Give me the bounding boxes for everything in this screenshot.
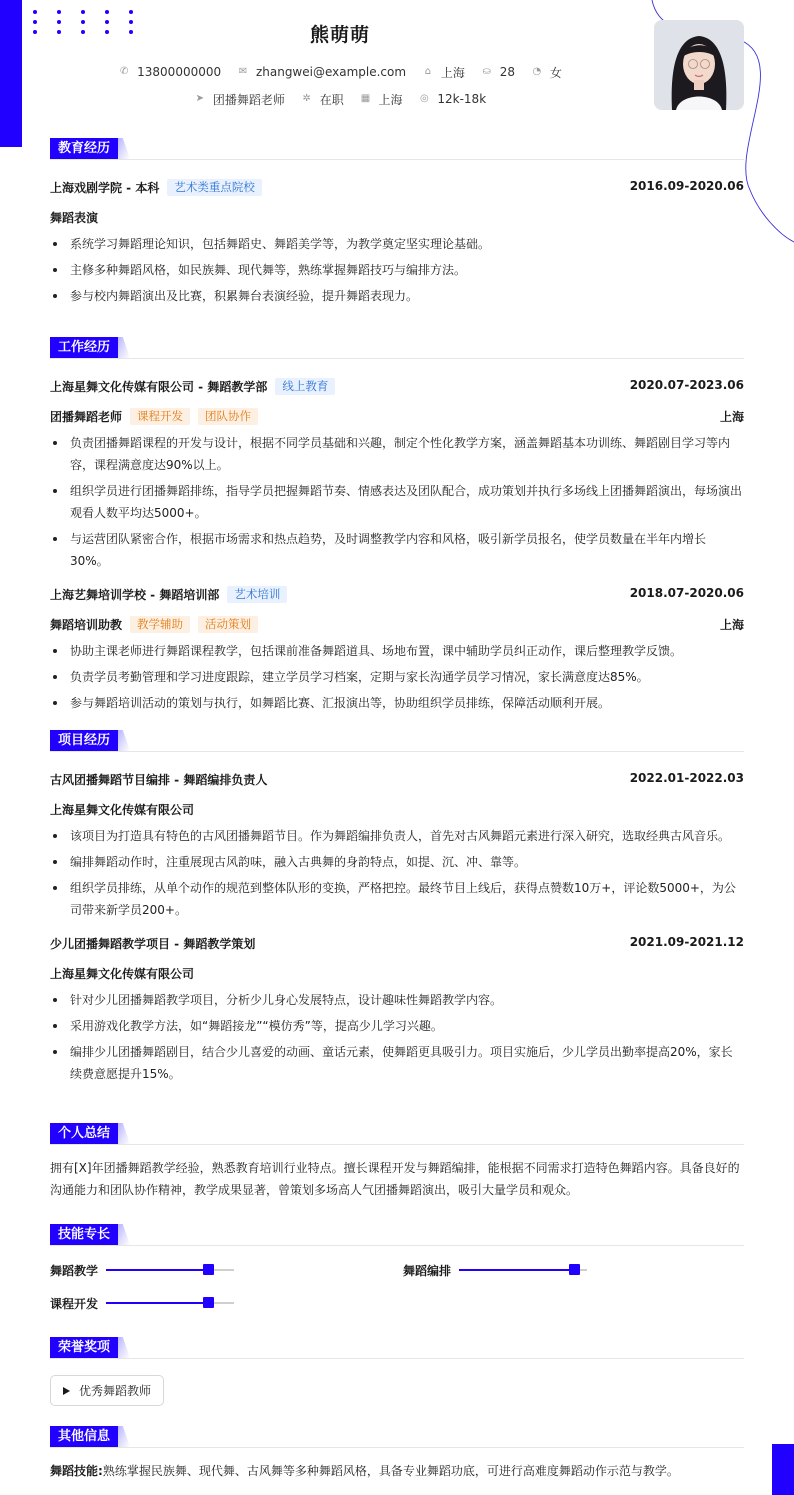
work-date: 2020.07-2023.06 — [629, 378, 744, 392]
contact-city: ⌂ 上海 — [422, 64, 465, 81]
role-tag: 课程开发 — [130, 408, 190, 425]
section-title-tail — [118, 337, 130, 358]
intent-city: ▦ 上海 — [360, 92, 403, 107]
role-name: 团播舞蹈老师 — [50, 410, 123, 424]
list-item: 组织学员排练，从单个动作的规范到整体队形的变换，严格把控。最终节目上线后，获得点赞数10万+，评论数5000+，为公司带来新学员200+。 — [50, 877, 744, 921]
work-bullets — [50, 432, 744, 572]
gender-icon: ◔ — [532, 66, 542, 77]
contact-phone: ✆ 13800000000 — [119, 65, 222, 79]
summary-text: 拥有[X]年团播舞蹈教学经验，熟悉教育培训行业特点。擅长课程开发与舞蹈编排，能根据不同需求打造特色舞蹈内容。具备良好的沟通能力和团队协作精神，教学成果显著，曾策划多场高人气团播舞蹈演出，吸引大量学员和观众。 — [50, 1161, 740, 1197]
other-text: 熟练掌握民族舞、现代舞、古风舞等多种舞蹈风格，具备专业舞蹈功底，可进行高难度舞蹈动作示范与教学。 — [102, 1464, 679, 1478]
list-item: 该项目为打造具有特色的古风团播舞蹈节目。作为舞蹈编排负责人，首先对古风舞蹈元素进行深入研究，选取经典古风音乐。 — [50, 825, 744, 847]
section-title-tail — [118, 1337, 130, 1358]
project-org: 上海星舞文化传媒有限公司 — [50, 967, 195, 981]
skills-section — [50, 1224, 744, 1316]
company-tag: 艺术培训 — [227, 586, 287, 603]
section-title-tail — [118, 1426, 130, 1447]
project-name: 少儿团播舞蹈教学项目 - 舞蹈教学策划 — [50, 937, 256, 951]
skill-item — [403, 1261, 587, 1279]
candidate-name: 熊萌萌 — [309, 24, 370, 46]
skills-list — [50, 1256, 744, 1316]
list-item: 与运营团队紧密合作，根据市场需求和热点趋势，及时调整教学内容和风格，吸引新学员报名，使学员数量在半年内增长30%。 — [50, 528, 744, 572]
skill-knob — [203, 1297, 214, 1308]
project-date: 2021.09-2021.12 — [629, 935, 744, 949]
section-header — [50, 138, 744, 160]
project-bullets — [50, 825, 744, 921]
section-title: 个人总结 — [50, 1123, 118, 1144]
project-org-row — [50, 965, 744, 983]
work-location: 上海 — [719, 618, 744, 632]
work-entry-1 — [50, 378, 744, 396]
profile-photo — [654, 20, 744, 110]
project-bullets — [50, 989, 744, 1085]
education-bullets — [50, 233, 744, 307]
company-name: 上海星舞文化传媒有限公司 - 舞蹈教学部 — [50, 380, 268, 394]
list-item: 采用游戏化教学方法，如“舞蹈接龙”“模仿秀”等，提高少儿学习兴趣。 — [50, 1015, 744, 1037]
other-info — [50, 1460, 744, 1482]
list-item: 协助主课老师进行舞蹈课程教学，包括课前准备舞蹈道具、场地布置，课中辅助学员纠正动作，课后整理教学反馈。 — [50, 640, 744, 662]
section-title: 其他信息 — [50, 1426, 118, 1447]
school-name: 上海戏剧学院 - 本科 — [50, 181, 160, 195]
phone-icon: ✆ — [119, 66, 129, 77]
list-item: 参与舞蹈培训活动的策划与执行，如舞蹈比赛、汇报演出等，协助组织学员排练，保障活动顺利开展。 — [50, 692, 744, 714]
building-icon: ▦ — [360, 93, 371, 104]
section-title-tail — [118, 1224, 130, 1245]
role-row — [50, 616, 744, 634]
project-date: 2022.01-2022.03 — [629, 771, 744, 785]
list-item: 负责团播舞蹈课程的开发与设计，根据不同学员基础和兴趣，制定个性化教学方案，涵盖舞蹈基本功训练、舞蹈剧目学习等内容，课程满意度达90%以上。 — [50, 432, 744, 476]
list-item: 组织学员进行团播舞蹈排练，指导学员把握舞蹈节奏、情感表达及团队配合，成功策划并执行多场线上团播舞蹈演出，每场演出观看人数平均达5000+。 — [50, 480, 744, 524]
role-tag: 活动策划 — [198, 616, 258, 633]
contact-row — [0, 63, 680, 81]
section-title-tail — [118, 730, 130, 751]
skill-bar — [106, 1269, 234, 1271]
work-bullets — [50, 640, 744, 714]
work-date: 2018.07-2020.06 — [629, 586, 744, 600]
summary-section — [50, 1123, 744, 1201]
skill-bar — [106, 1302, 234, 1304]
section-header — [50, 1337, 744, 1359]
section-title: 工作经历 — [50, 337, 118, 358]
section-title-tail — [118, 138, 130, 159]
school-tag: 艺术类重点院校 — [167, 179, 262, 196]
section-title: 技能专长 — [50, 1224, 118, 1245]
section-title: 荣誉奖项 — [50, 1337, 118, 1358]
work-location: 上海 — [719, 410, 744, 424]
list-item: 系统学习舞蹈理论知识，包括舞蹈史、舞蹈美学等，为教学奠定坚实理论基础。 — [50, 233, 744, 255]
section-title-tail — [118, 1123, 130, 1144]
list-item: 主修多种舞蹈风格，如民族舞、现代舞等，熟练掌握舞蹈技巧与编排方法。 — [50, 259, 744, 281]
mail-icon: ✉ — [238, 66, 248, 77]
major-row — [50, 209, 744, 227]
education-date: 2016.09-2020.06 — [629, 179, 744, 193]
contact-email[interactable]: ✉ zhangwei@example.com — [238, 65, 407, 79]
skill-knob — [203, 1264, 214, 1275]
project-entry-2 — [50, 935, 744, 953]
role-row — [50, 408, 744, 426]
section-header — [50, 1224, 744, 1246]
role-name: 舞蹈培训助教 — [50, 618, 123, 632]
list-item: 参与校内舞蹈演出及比赛，积累舞台表演经验，提升舞蹈表现力。 — [50, 285, 744, 307]
project-entry-1 — [50, 771, 744, 789]
skill-item — [50, 1261, 234, 1279]
section-title: 教育经历 — [50, 138, 118, 159]
other-section — [50, 1426, 744, 1482]
status-icon: ✲ — [302, 93, 311, 104]
intent-position: ➤ 团播舞蹈老师 — [195, 92, 285, 107]
intent-status: ✲ 在职 — [302, 92, 344, 107]
skill-label: 课程开发 — [50, 1296, 99, 1311]
salary-icon: ◎ — [420, 93, 429, 104]
job-intent-row — [0, 90, 680, 108]
age-icon: ⛀ — [482, 66, 491, 77]
project-org: 上海星舞文化传媒有限公司 — [50, 803, 195, 817]
company-name: 上海艺舞培训学校 - 舞蹈培训部 — [50, 588, 220, 602]
send-icon: ➤ — [195, 93, 205, 104]
project-org-row — [50, 801, 744, 819]
skill-bar — [459, 1269, 587, 1271]
role-tag: 团队协作 — [198, 408, 258, 425]
honors-section — [50, 1337, 744, 1406]
award-label: 优秀舞蹈教师 — [79, 1384, 152, 1398]
contact-gender: ◔ 女 — [532, 65, 562, 80]
contact-age: ⛀ 28 — [482, 65, 516, 79]
home-icon: ⌂ — [424, 66, 432, 77]
projects-section — [50, 730, 744, 1089]
major-name: 舞蹈表演 — [50, 211, 99, 225]
section-header — [50, 1123, 744, 1145]
skill-label: 舞蹈编排 — [403, 1263, 452, 1278]
list-item: 编排舞蹈动作时，注重展现古风韵味，融入古典舞的身韵特点，如提、沉、冲、靠等。 — [50, 851, 744, 873]
decorative-bar-right — [772, 1444, 794, 1495]
resume-header — [0, 0, 794, 130]
skill-label: 舞蹈教学 — [50, 1263, 99, 1278]
skill-item — [50, 1294, 234, 1312]
education-entry — [50, 179, 744, 197]
role-tag: 教学辅助 — [130, 616, 190, 633]
list-item: 针对少儿团播舞蹈教学项目，分析少儿身心发展特点，设计趣味性舞蹈教学内容。 — [50, 989, 744, 1011]
other-label: 舞蹈技能: — [50, 1464, 103, 1478]
play-triangle-icon — [63, 1387, 70, 1395]
list-item: 负责学员考勤管理和学习进度跟踪，建立学员学习档案，定期与家长沟通学员学习情况，家长满意度达85%。 — [50, 666, 744, 688]
education-section — [50, 138, 744, 311]
work-entry-2 — [50, 586, 744, 604]
list-item: 编排少儿团播舞蹈剧目，结合少儿喜爱的动画、童话元素，使舞蹈更具吸引力。项目实施后，少儿学员出勤率提高20%，家长续费意愿提升15%。 — [50, 1041, 744, 1085]
project-name: 古风团播舞蹈节目编排 - 舞蹈编排负责人 — [50, 773, 268, 787]
award-item — [50, 1375, 164, 1406]
intent-salary: ◎ 12k-18k — [420, 92, 487, 106]
section-header — [50, 337, 744, 359]
skill-knob — [569, 1264, 580, 1275]
section-header — [50, 1426, 744, 1448]
section-title: 项目经历 — [50, 730, 118, 751]
section-header — [50, 730, 744, 752]
work-section — [50, 337, 744, 718]
company-tag: 线上教育 — [275, 378, 335, 395]
